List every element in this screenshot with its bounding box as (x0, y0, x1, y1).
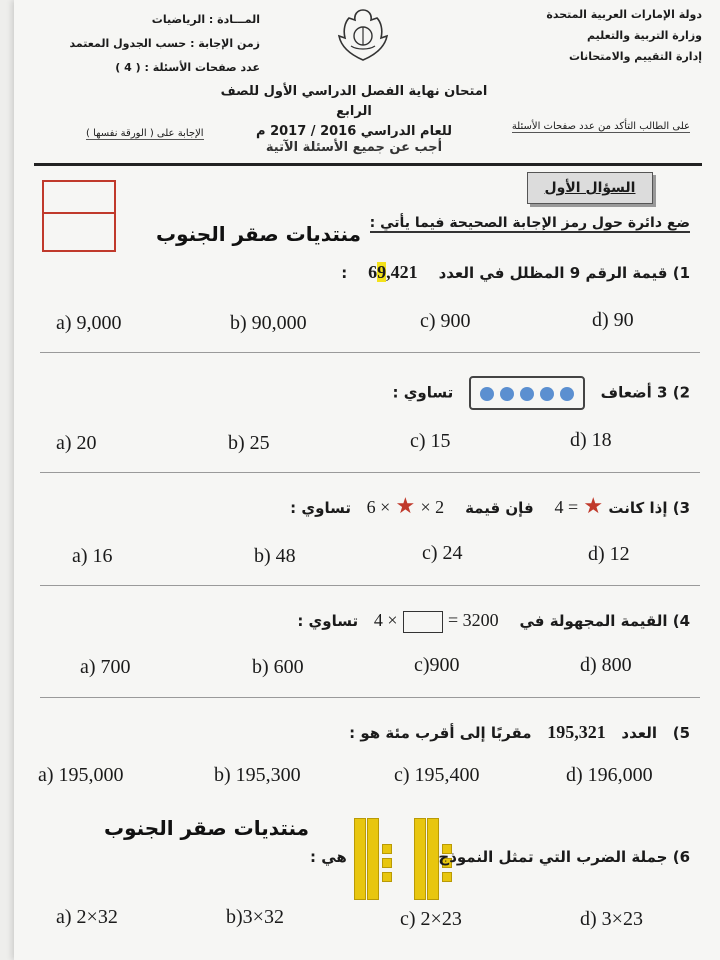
question-2-suffix: تساوي : (392, 383, 454, 402)
question-3 (290, 494, 690, 521)
option-1c[interactable]: c) 900 (420, 310, 471, 332)
page-count-label: عدد صفحات الأسئلة : ( 4 ) (115, 61, 260, 74)
option-4d[interactable]: d) 800 (580, 654, 632, 676)
unit-cube (382, 872, 392, 882)
option-5c[interactable]: c) 195,400 (394, 764, 480, 786)
question-4-number: 4) (672, 612, 690, 630)
section-instruction: ضع دائرة حول رمز الإجابة الصحيحة فيما يأتي : (369, 215, 690, 231)
forum-watermark: منتديات صقر الجنوب (156, 222, 362, 246)
option-6b[interactable]: b)3×32 (226, 906, 284, 928)
question-6 (438, 848, 690, 866)
question-3-suffix: تساوي : (290, 499, 351, 517)
question-divider (40, 697, 700, 698)
dot-icon (520, 387, 534, 401)
dot-icon (500, 387, 514, 401)
question-1-number: 1) (672, 264, 690, 282)
dot-icon (560, 387, 574, 401)
star-icon: ★ (583, 494, 604, 519)
question-5 (349, 720, 690, 745)
question-3-expr-6: × 6 (366, 497, 391, 517)
question-3-text-b: فإن قيمة (465, 499, 534, 517)
option-6c[interactable]: c) 2×23 (400, 908, 462, 930)
option-6d[interactable]: d) 3×23 (580, 908, 643, 930)
score-box (42, 180, 116, 252)
question-1-number-value: 69,421 (368, 262, 418, 282)
answer-time-label: زمن الإجابة : حسب الجدول المعتمد (69, 37, 260, 50)
question-2 (392, 376, 690, 410)
exam-paper (14, 0, 720, 960)
option-3a[interactable]: a) 16 (72, 545, 113, 567)
question-divider (40, 472, 700, 473)
question-4-suffix: تساوي : (297, 612, 359, 630)
question-5-number-value: 195,321 (547, 722, 606, 742)
question-1-text: قيمة الرقم 9 المظلل في العدد (438, 264, 668, 282)
question-5-text-b: مقربًا إلى أقرب مئة هو : (349, 724, 532, 742)
option-2d[interactable]: d) 18 (570, 429, 612, 451)
header-line-country: دولة الإمارات العربية المتحدة (546, 8, 702, 21)
page-check-note: على الطالب التأكد من عدد صفحات الأسئلة (511, 121, 690, 132)
option-3b[interactable]: b) 48 (254, 545, 296, 567)
option-3c[interactable]: c) 24 (422, 542, 463, 564)
tens-rod (354, 818, 366, 900)
option-2c[interactable]: c) 15 (410, 430, 451, 452)
option-1d[interactable]: d) 90 (592, 309, 634, 331)
question-1 (341, 262, 690, 283)
answer-all-instruction: أجب عن جميع الأسئلة الآتية (265, 140, 443, 155)
option-5a[interactable]: a) 195,000 (38, 764, 124, 786)
question-3-text-a: إذا كانت (608, 499, 668, 517)
question-divider (40, 585, 700, 586)
answer-sheet-note: الإجابة على ( الورقة نفسها ) (86, 128, 204, 139)
question-5-number: 5) (672, 724, 690, 742)
header-line-department: إدارة التقييم والامتحانات (568, 50, 702, 63)
unit-cube (442, 872, 452, 882)
uae-emblem-icon (335, 6, 391, 64)
question-4 (297, 607, 690, 634)
question-3-expr-2: 2 × (420, 497, 445, 517)
option-2a[interactable]: a) 20 (56, 432, 97, 454)
option-5b[interactable]: b) 195,300 (214, 764, 301, 786)
forum-watermark: منتديات صقر الجنوب (104, 816, 310, 840)
exam-title-block (204, 82, 504, 142)
star-icon: ★ (395, 494, 416, 519)
unit-cube (382, 858, 392, 868)
question-6-text: جملة الضرب التي تمثل النموذج (438, 848, 668, 866)
dot-model (469, 376, 585, 410)
question-4-factor: × 4 (373, 610, 398, 630)
question-2-number: 2) (672, 383, 690, 402)
tens-rod (367, 818, 379, 900)
tens-rod (414, 818, 426, 900)
option-1b[interactable]: b) 90,000 (230, 312, 307, 334)
header-divider (34, 163, 702, 166)
option-6a[interactable]: a) 2×32 (56, 906, 118, 928)
unit-cube (382, 844, 392, 854)
dot-icon (540, 387, 554, 401)
highlighted-digit: 9 (377, 262, 387, 282)
exam-title: امتحان نهاية الفصل الدراسي الأول للصف الرابع (220, 84, 488, 119)
question-1-suffix: : (341, 264, 348, 282)
question-divider (40, 352, 700, 353)
option-1a[interactable]: a) 9,000 (56, 312, 122, 334)
option-2b[interactable]: b) 25 (228, 432, 270, 454)
ministry-header (546, 4, 702, 67)
option-4b[interactable]: b) 600 (252, 656, 304, 678)
option-5d[interactable]: d) 196,000 (566, 764, 653, 786)
option-3d[interactable]: d) 12 (588, 543, 630, 565)
exam-year: للعام الدراسي 2016 / 2017 م (256, 124, 452, 139)
subject-label: المـــادة : الرياضيات (151, 13, 260, 26)
question-3-eq: = 4 (554, 497, 579, 517)
question-6-suffix: هي : (310, 848, 347, 866)
question-4-value: 3200 = (447, 610, 499, 630)
section-title: السؤال الأول (527, 172, 653, 204)
dot-icon (480, 387, 494, 401)
subject-header (50, 8, 260, 80)
question-6-number: 6) (672, 848, 690, 866)
tens-rod (427, 818, 439, 900)
question-5-text-a: العدد (621, 724, 658, 742)
question-2-text: 3 أضعاف (600, 383, 668, 402)
unknown-box (403, 611, 443, 633)
question-3-number: 3) (672, 499, 690, 517)
question-4-text: القيمة المجهولة في (519, 612, 668, 630)
option-4c[interactable]: c)900 (414, 654, 460, 676)
header-line-ministry: وزارة التربية والتعليم (587, 29, 702, 42)
option-4a[interactable]: a) 700 (80, 656, 131, 678)
